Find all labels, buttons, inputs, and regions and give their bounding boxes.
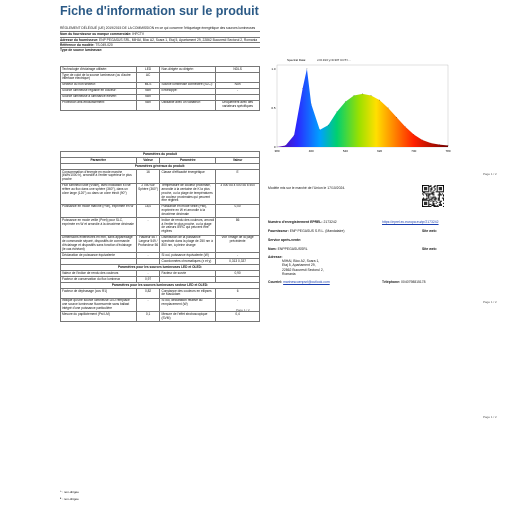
page-number-right-3: Page 1 / 2 xyxy=(483,415,497,419)
param-row xyxy=(61,183,260,204)
param-param: Flux lumineux utile (Φuse), avec indication s'il se réfère au flux dans une sphère (360°), dans un cône large (120°) ou dans un cône étroit (90°) xyxy=(61,183,137,204)
param-value2: 0,00 xyxy=(216,204,260,218)
led-value2: 0,90 xyxy=(216,270,260,276)
param-param2: Si oui, puissance équivalente (W) xyxy=(160,253,216,259)
name-value: ENPPEGASUSSRL xyxy=(277,247,308,251)
type-value: AC xyxy=(136,72,160,82)
mains-param2: Si oui, déclaration relative au remplacement (W) xyxy=(160,298,216,312)
type-param: Source lumineuse réglable en couleur: xyxy=(61,88,137,94)
y-tick-label: 0.5 xyxy=(271,105,276,110)
param-param: Déclaration de puissance équivalente xyxy=(61,253,137,259)
param-param2: Coordonnées chromatiques (x et y) xyxy=(160,259,216,265)
mains-section-title: Paramètres pour les sources lumineuses secteur LED et OLED: xyxy=(61,282,260,288)
param-param: Consommation d'énergie en mode marche (kWh/1000 h), arrondie à l'entier supérieur le plus proche xyxy=(61,169,137,183)
type-param2: Enveloppe: xyxy=(160,88,216,94)
param-value: Hauteur 56 / Largeur 549 / Profondeur 56 xyxy=(136,235,160,252)
supplier-name: IHFCTV xyxy=(132,32,145,37)
param-param2: Température de couleur proximale, arrondie à la centaine de K la plus proche, ou la plage de températures de couleur proximales qui peuvent être réglées xyxy=(160,183,216,204)
led-param2: Facteur de survie xyxy=(160,270,216,276)
address-line: 22862 Bucuresti Sectorul 2, xyxy=(282,267,324,272)
param-value: - xyxy=(136,218,160,235)
footnote-2: ᴮ : non-dirigée xyxy=(60,497,79,501)
param-row xyxy=(61,235,260,252)
spectrum-point xyxy=(328,125,329,126)
mains-value: 0,1 xyxy=(136,312,160,322)
x-tick-label: 460 xyxy=(308,149,314,153)
param-value: 16 xyxy=(136,169,160,183)
params-head-value2: Valeur xyxy=(216,157,260,163)
x-tick-label: 620 xyxy=(377,149,383,153)
supplier-address: ENP PEGASUS SRL, MIHAI, Bloc A2, Scara 1, Etaj 5, Apartament 29, 22862 Bucuresti Sectorul 2, Romania xyxy=(99,37,258,42)
spectrum-point xyxy=(431,143,432,144)
spectrum-point xyxy=(302,88,303,89)
type-row xyxy=(61,72,260,82)
spectrum-point xyxy=(448,145,449,146)
type-param2 xyxy=(160,72,216,82)
type-param: Type de culot de la source lumineuse (ou d'autre interface électrique) xyxy=(61,72,137,82)
mains-param: Mesure du papillotement (Pst LM) xyxy=(61,312,137,322)
mains-value: 0,82 xyxy=(136,288,160,298)
email-label: Courriel: xyxy=(268,280,283,284)
param-value: 18,0 xyxy=(136,204,160,218)
type-param: Secteur ou non secteur: xyxy=(61,82,137,88)
light-source-type-table xyxy=(60,66,260,111)
spectrum-point xyxy=(277,147,278,148)
mains-row xyxy=(61,312,260,322)
address-lines xyxy=(282,259,324,276)
mains-param2: Mesure de l'effet stroboscopique (SVM) xyxy=(160,312,216,322)
name-label: Nom: xyxy=(268,247,277,251)
type-param2: Utilisable avec un variateur: xyxy=(160,100,216,110)
type-value: MLS xyxy=(136,82,160,88)
params-section-title: Paramètres du produit xyxy=(61,152,260,158)
supplier-name-label: Nom du fournisseur ou marque commerciale: xyxy=(60,32,132,37)
address-line: Romania xyxy=(282,271,296,276)
params-head-param2: Paramètre xyxy=(160,157,216,163)
spectrum-point xyxy=(388,108,389,109)
spectrum-area xyxy=(277,69,448,147)
mains-row xyxy=(61,298,260,312)
page-number-left-1: Page 1 / 2 xyxy=(236,308,250,312)
eprel-supplier-label: Fournisseur: xyxy=(268,229,289,233)
site-web-label-1: Site web: xyxy=(422,229,437,233)
type-value2: Uniquement avec des variateurs spécifiques xyxy=(216,100,260,110)
address-label: Adresse: xyxy=(268,255,283,259)
type-value2: - xyxy=(216,88,260,94)
chart-title: Spectral Data: xyxy=(287,58,307,62)
email-link[interactable]: marinescuenpsrl@outlook.com xyxy=(283,280,330,284)
spectrum-point xyxy=(439,144,440,145)
mains-row xyxy=(61,288,260,298)
params-head-param: Paramètre xyxy=(61,157,137,163)
spectrum-point xyxy=(285,145,286,146)
type-value2: NDLS xyxy=(216,67,260,73)
model-ref: TS-049-020 xyxy=(95,42,113,47)
spectrum-point xyxy=(337,112,338,113)
eprel-supplier-value: ENP PEGASUS S.R.L. (Mandataire) xyxy=(289,229,345,233)
spectrum-point xyxy=(345,101,346,102)
eprel-url-link[interactable]: https://eprel.ec.europa.eu/qr/2173242 xyxy=(382,220,439,224)
param-param: Dimensions extérieures en mm, sans appareillage de commande séparé, dispositifs de commande d'éclairage et dispositifs sans fonction d'éclairage (le cas échéant) xyxy=(61,235,137,252)
type-value2: Non xyxy=(216,82,260,88)
mains-value2: - xyxy=(216,298,260,312)
mains-param2: Constance des couleurs en ellipses de MacAdam xyxy=(160,288,216,298)
page-number-right-1: Page 1 / 2 xyxy=(483,172,497,176)
x-tick-label: 380 xyxy=(274,149,280,153)
led-param: Facteur de conservation du flux lumineux xyxy=(61,276,137,282)
phone-label: Téléphone: xyxy=(382,280,401,284)
param-value2: 0,313 0,337 xyxy=(216,259,260,265)
type-value: Non xyxy=(136,94,160,100)
mains-value2: 6 xyxy=(216,288,260,298)
spectrum-point xyxy=(371,95,372,96)
param-value2: Voir l'image de la page précédente xyxy=(216,235,260,252)
chart-annotation: x=0.313 y=0.337 CCT=... xyxy=(317,58,351,62)
param-value2: 86 xyxy=(216,218,260,235)
sheet-title: Fiche d'information sur le produit xyxy=(60,4,259,18)
param-value: 2 050 sur Sphère (360°) xyxy=(136,183,160,204)
spectrum-point xyxy=(362,94,363,95)
param-row xyxy=(61,218,260,235)
params-general-title: Paramètres généraux du produit: xyxy=(61,163,260,169)
spectrum-point xyxy=(405,126,406,127)
spectrum-point xyxy=(422,140,423,141)
spectrum-point xyxy=(354,95,355,96)
light-source-type-label: Type de source lumineuse: xyxy=(60,47,260,52)
type-param2: Source lumineuse connectée (SLC): xyxy=(160,82,216,88)
footnote-1: ᴬ : non-dirigée xyxy=(60,490,79,494)
mains-value2: 0,4 xyxy=(216,312,260,322)
mains-value: - xyxy=(136,298,160,312)
param-param2: Distribution de la puissance spectrale dans la plage de 250 nm à 800 nm, à pleine charge xyxy=(160,235,216,252)
spectrum-point xyxy=(413,134,414,135)
spectrum-point xyxy=(311,104,312,105)
product-parameters-table xyxy=(60,151,260,322)
supplier-address-label: Adresse du fournisseur: xyxy=(60,37,99,42)
type-row xyxy=(61,100,260,110)
eprel-info-block xyxy=(262,180,448,294)
type-value2 xyxy=(216,72,260,82)
site-web-label-2: Site web: xyxy=(422,247,437,251)
type-param: Technologie d'éclairage utilisée: xyxy=(61,67,137,73)
x-tick-label: 540 xyxy=(342,149,348,153)
address-line: MIHAI, Bloc A2, Scara 1, xyxy=(282,259,320,263)
mains-param: Indique qu'une source lumineuse LED remplace une source lumineuse fluorescente sans ballast intégré d'une puissance particulière xyxy=(61,298,137,312)
qr-code-icon[interactable] xyxy=(422,185,444,207)
led-value: 0,97 xyxy=(136,276,160,282)
param-param: Puissance en mode marche (Pon), exprimée en W xyxy=(61,204,137,218)
param-value: - xyxy=(136,253,160,259)
y-tick-label: 0 xyxy=(273,145,276,149)
led-param: Valeur de l'indice de rendu des couleurs xyxy=(61,270,137,276)
spectrum-point xyxy=(379,100,380,101)
spectrum-point xyxy=(319,129,320,130)
spectrum-point xyxy=(307,69,308,70)
type-value: LED xyxy=(136,67,160,73)
eprel-reg-label: Numéro d'enregistrement EPREL: xyxy=(268,220,323,224)
param-param2: Classe d'efficacité énergétique xyxy=(160,169,216,183)
type-param: Protection anti-éblouissement: xyxy=(61,100,137,110)
x-tick-label: 780 xyxy=(445,149,451,153)
phone-value: 0040798815178 xyxy=(401,280,426,284)
type-value: Non xyxy=(136,88,160,94)
type-param: Source lumineuse à luminance élevée: xyxy=(61,94,137,100)
spectral-distribution-chart xyxy=(265,55,452,155)
address-line: Etaj 5, Apartament 29, xyxy=(282,263,316,268)
param-row xyxy=(61,204,260,218)
param-param: Puissance en mode veille (Pnet) pour SLC, exprimée en W et arrondie à la deuxième décimale xyxy=(61,218,137,235)
model-ref-label: Référence du modèle: xyxy=(60,42,95,47)
service-label: Service après-vente: xyxy=(268,238,302,242)
led-value: - xyxy=(136,270,160,276)
sheet-intro xyxy=(60,26,260,52)
param-value2: 3 000 ou 4 000 ou 6 500 xyxy=(216,183,260,204)
eprel-reg-value: 2173242 xyxy=(323,220,337,224)
param-param2: Puissance en mode veille (Psb), exprimée en W et arrondie à la deuxième décimale xyxy=(160,204,216,218)
spectrum-point xyxy=(396,117,397,118)
param-row xyxy=(61,169,260,183)
led-section-title: Paramètres pour les sources lumineuses LED et OLED: xyxy=(61,265,260,271)
params-head-value: Valeur xyxy=(136,157,160,163)
param-value2: - xyxy=(216,253,260,259)
page-number-right-2: Page 1 / 2 xyxy=(483,300,497,304)
type-value: Non xyxy=(136,100,160,110)
regulation-text: RÈGLEMENT DÉLÉGUÉ (UE) 2019/2015 DE LA COMMISSION en ce qui concerne l'étiquetage énergétique des sources lumineuses xyxy=(60,26,256,30)
type-param2: Non-dirigée ou dirigée: xyxy=(160,67,216,73)
x-tick-label: 700 xyxy=(411,149,417,153)
param-value2: E xyxy=(216,169,260,183)
spectrum-point xyxy=(294,135,295,136)
param-param2: Indice de rendu des couleurs, arrondi à l'entier le plus proche, ou la plage de valeurs d'IRC qui peuvent être réglées xyxy=(161,217,215,234)
mains-param: Facteur de déphasage (cos Φ1) xyxy=(61,288,137,298)
y-tick-label: 1.0 xyxy=(271,66,276,71)
model-note: Modèle mis sur le marché de l'Union le 17/10/2024. xyxy=(268,186,346,190)
